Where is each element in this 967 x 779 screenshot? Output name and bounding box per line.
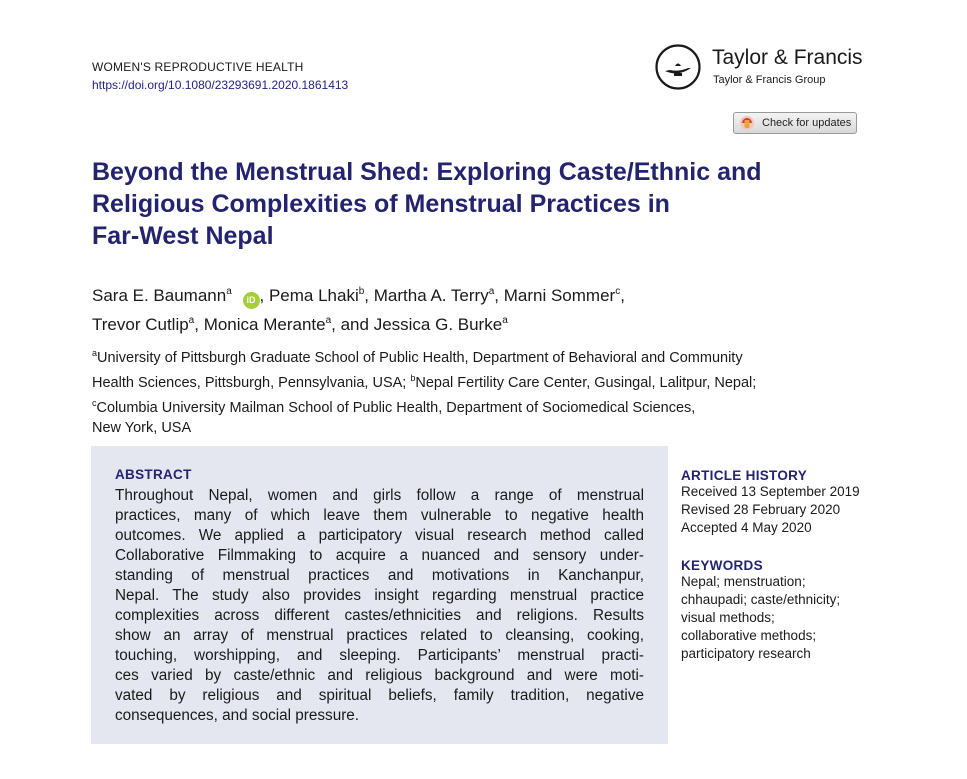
affil-mark: a <box>92 348 98 358</box>
keywords-heading: KEYWORDS <box>681 558 763 573</box>
received-date: Received 13 September 2019 <box>681 484 860 499</box>
check-for-updates-label: Check for updates <box>762 117 852 129</box>
author-name: Monica Merante <box>203 315 326 334</box>
author-name: Martha A. Terry <box>373 286 489 305</box>
abstract-line: practices, many of which leave them vulnerable to negative health <box>115 507 644 524</box>
article-history-heading: ARTICLE HISTORY <box>681 468 808 483</box>
affiliations <box>92 343 756 438</box>
author-affil-mark: a <box>502 315 508 326</box>
check-for-updates-button[interactable] <box>733 112 857 134</box>
author-affil-mark: a <box>226 286 232 297</box>
author-affil-mark: b <box>358 286 365 297</box>
abstract-line: standing of menstrual practices and motivations in Kanchanpur, <box>115 567 644 584</box>
abstract-line: complexities across different castes/ethnicities and religions. Results <box>115 607 644 624</box>
doi-link[interactable]: https://doi.org/10.1080/23293691.2020.1861413 <box>92 78 349 92</box>
abstract-line: ces varied by caste/ethnic and religious background and were moti- <box>115 667 644 684</box>
lamp-icon <box>655 44 701 90</box>
abstract-line: Throughout Nepal, women and girls follow a range of menstrual <box>115 487 644 504</box>
abstract-line: Nepal. The study also provides insight regarding menstrual practice <box>115 587 644 604</box>
affil-mark: b <box>410 373 416 383</box>
abstract-line: Collaborative Filmmaking to acquire a nuanced and sensory under- <box>115 547 644 564</box>
journal-name: WOMEN'S REPRODUCTIVE HEALTH <box>92 60 304 74</box>
author-name: Trevor Cutlip <box>92 315 189 334</box>
abstract-line: show an array of menstrual practices related to cleansing, cooking, <box>115 627 644 644</box>
keyword-line: participatory research <box>681 646 811 661</box>
accepted-date: Accepted 4 May 2020 <box>681 520 812 535</box>
abstract-line: touching, worshipping, and sleeping. Participants’ menstrual practi- <box>115 647 644 664</box>
title-line: Religious Complexities of Menstrual Practices in <box>92 190 670 218</box>
publisher-group: Taylor & Francis Group <box>713 74 826 86</box>
author-name: Marni Sommer <box>503 286 616 305</box>
affil-text: Nepal Fertility Care Center, Gusingal, Lalitpur, Nepal; <box>415 375 757 391</box>
title-line: Far-West Nepal <box>92 222 274 250</box>
author-name: Jessica G. Burke <box>373 315 503 334</box>
publisher-logo <box>655 42 865 94</box>
abstract-line: vated by religious and spiritual beliefs, family tradition, negative <box>115 687 644 704</box>
author-name: Sara E. Baumann <box>92 286 227 305</box>
article-history <box>681 468 860 537</box>
abstract-text <box>115 486 644 726</box>
update-check-icon <box>739 115 755 131</box>
author-affil-mark: a <box>488 286 495 297</box>
abstract-box <box>91 446 668 744</box>
author-list: Sara E. Baumann$^a$ iD , Pema Lhaki$^b$, Martha A. Terry$^a$, Marni Sommer$^c$, Trevor Cutlip$^a$, Monica Merante$^a$, and Jessica G. Burke$^a$ <box>92 286 625 334</box>
revised-date: Revised 28 February 2020 <box>681 502 841 517</box>
keyword-line: Nepal; menstruation; <box>681 574 806 589</box>
author-name: Pema Lhaki <box>268 286 359 305</box>
article-title <box>92 156 852 252</box>
keywords <box>681 558 840 663</box>
abstract-line: outcomes. We applied a participatory visual research method called <box>115 527 644 544</box>
title-line: Beyond the Menstrual Shed: Exploring Caste/Ethnic and <box>92 158 762 186</box>
keyword-line: collaborative methods; <box>681 628 817 643</box>
publisher-name: Taylor & Francis <box>712 46 863 69</box>
affil-text: University of Pittsburgh Graduate School of Public Health, Department of Behavioral and Community <box>97 350 743 366</box>
author-affil-mark: a <box>188 315 195 326</box>
affil-mark: c <box>92 398 97 408</box>
author-affil-mark: c <box>615 286 621 297</box>
abstract-line: consequences, and social pressure. <box>115 707 360 724</box>
keyword-line: chhaupadi; caste/ethnicity; <box>681 592 841 607</box>
abstract-heading: ABSTRACT <box>115 467 192 482</box>
affil-text: Health Sciences, Pittsburgh, Pennsylvania, USA; <box>92 375 411 391</box>
affil-text: New York, USA <box>92 420 192 436</box>
author-affil-mark: a <box>325 315 332 326</box>
keyword-line: visual methods; <box>681 610 775 625</box>
orcid-icon[interactable]: iD <box>243 292 260 309</box>
affil-text: Columbia University Mailman School of Public Health, Department of Sociomedical Sciences, <box>96 400 696 416</box>
